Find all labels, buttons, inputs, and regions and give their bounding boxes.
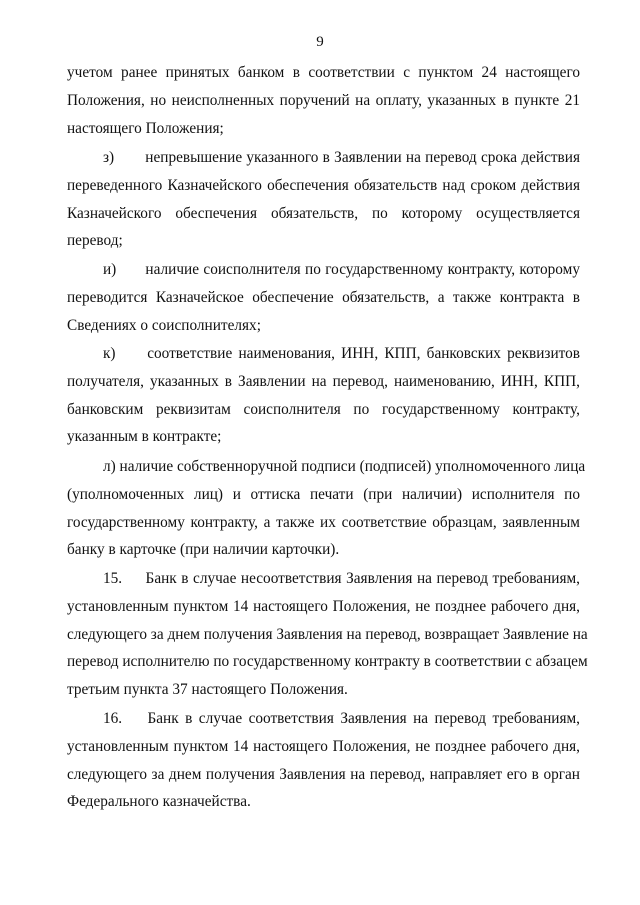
text-line: 16. Банк в случае соответствия Заявления на перевод требованиям, bbox=[67, 705, 580, 733]
paragraph-16 bbox=[67, 705, 580, 816]
text-line: переведенного Казначейского обеспечения обязательств над сроком действия bbox=[67, 176, 580, 194]
text-line: третьим пункта 37 настоящего Положения. bbox=[67, 681, 348, 699]
text-line: л) наличие собственноручной подписи (подписей) уполномоченного лица bbox=[103, 458, 586, 475]
paragraph-item-i bbox=[67, 256, 580, 339]
text-line: 15. Банк в случае несоответствия Заявления на перевод требованиям, bbox=[67, 565, 580, 593]
item-marker: и) bbox=[103, 261, 117, 278]
text-line: получателя, указанных в Заявлении на перевод, наименованию, ИНН, КПП, bbox=[67, 372, 580, 390]
text-line: государственному контракту, а также их соответствие образцам, заявленным bbox=[67, 513, 580, 531]
item-marker: 15. bbox=[103, 570, 123, 587]
paragraph-item-z bbox=[67, 144, 580, 255]
text-line: к) соответствие наименования, ИНН, КПП, банковских реквизитов bbox=[67, 340, 580, 368]
text-line: следующего за днем получения Заявления на перевод, возвращает Заявление на bbox=[67, 625, 588, 643]
text-line: з) непревышение указанного в Заявлении на перевод срока действия bbox=[67, 144, 580, 172]
paragraph-15 bbox=[67, 565, 588, 704]
text-line: Федерального казначейства. bbox=[67, 793, 251, 811]
paragraph-item-l bbox=[67, 453, 586, 564]
text-line: переводится Казначейское обеспечение обязательств, а также контракта в bbox=[67, 288, 580, 306]
item-marker: з) bbox=[103, 149, 115, 166]
text-line: настоящего Положения; bbox=[67, 119, 224, 137]
paragraph-continuation bbox=[67, 59, 580, 142]
item-marker: к) bbox=[103, 345, 116, 362]
text-line: следующего за днем получения Заявления на перевод, направляет его в орган bbox=[67, 765, 580, 783]
text-line: Сведениях о соисполнителях; bbox=[67, 316, 261, 334]
text-line: установленным пунктом 14 настоящего Положения, не позднее рабочего дня, bbox=[67, 737, 580, 755]
item-marker: 16. bbox=[103, 710, 123, 727]
text-line: банку в карточке (при наличии карточки). bbox=[67, 541, 340, 559]
text-line: учетом ранее принятых банком в соответствии с пунктом 24 настоящего bbox=[67, 64, 580, 81]
text-line: Положения, но неисполненных поручений на оплату, указанных в пункте 21 bbox=[67, 91, 580, 109]
page-number: 9 bbox=[316, 34, 324, 50]
text-line: установленным пунктом 14 настоящего Положения, не позднее рабочего дня, bbox=[67, 597, 580, 615]
paragraph-item-k bbox=[67, 340, 580, 451]
text-line: перевод; bbox=[67, 232, 123, 250]
text-line: банковским реквизитам соисполнителя по государственному контракту, bbox=[67, 400, 580, 418]
text-line: Казначейского обеспечения обязательств, по которому осуществляется bbox=[67, 204, 580, 222]
text-line: и) наличие соисполнителя по государственному контракту, которому bbox=[67, 256, 580, 284]
text-line: перевод исполнителю по государственному контракту в соответствии с абзацем bbox=[67, 653, 588, 671]
text-line: указанным в контракте; bbox=[67, 428, 222, 446]
text-line: (уполномоченных лиц) и оттиска печати (при наличии) исполнителя по bbox=[67, 485, 580, 503]
